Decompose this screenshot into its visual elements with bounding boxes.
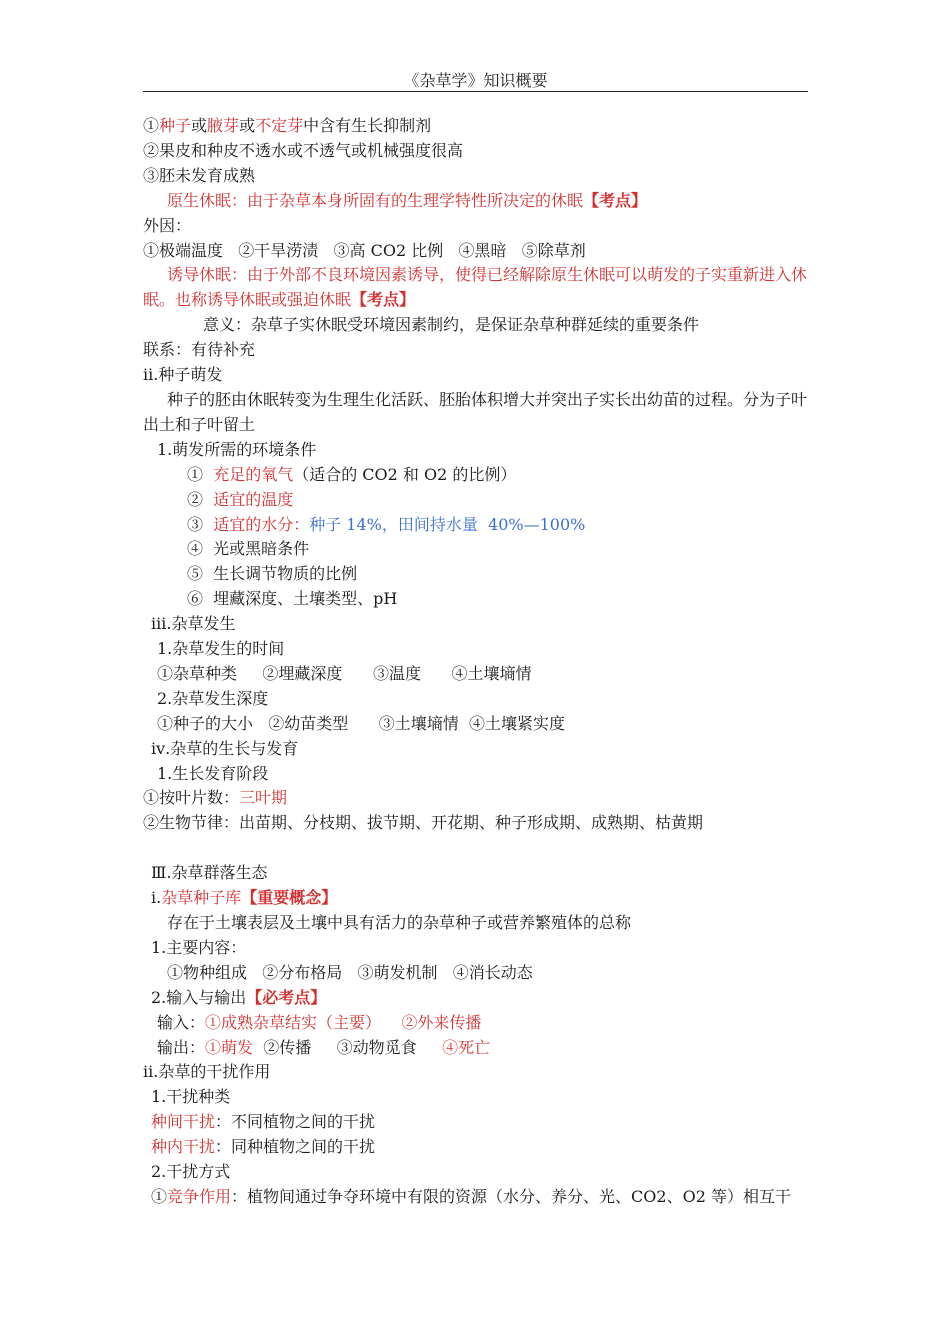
primary-dormancy-definition: 原生休眠：由于杂草本身所固有的生理学特性所决定的休眠【考点】: [167, 190, 648, 210]
document-body: [143, 114, 808, 1210]
germination-conditions-heading: 1.萌发所需的环境条件: [157, 439, 317, 459]
main-contents-heading: 1.主要内容：: [151, 937, 247, 957]
input-output-heading: 2.输入与输出【必考点】: [151, 987, 327, 1007]
emergence-depth-factors: ①种子的大小 ②幼苗类型 ③土壤墒情 ④土壤紧实度: [157, 713, 565, 733]
page-header: 《杂草学》知识概要: [403, 71, 548, 90]
blank-line: [143, 836, 808, 861]
germination-definition: 种子的胚由休眠转变为生理生化活跃、胚胎体积增大并突出子实长出幼苗的过程。分为子叶出土和子叶留土: [143, 389, 808, 434]
emergence-time-factors: ①杂草种类 ②埋藏深度 ③温度 ④土壤墒情: [157, 663, 532, 683]
condition-growth-regulators: ⑤ 生长调节物质的比例: [187, 564, 358, 584]
growth-stage-heading: 1.生长发育阶段: [157, 763, 269, 783]
section-weed-community-ecology: Ⅲ.杂草群落生态: [151, 863, 268, 883]
seed-bank-heading: ⅰ.杂草种子库【重要概念】: [151, 888, 338, 908]
seed-bank-input: 输入：①成熟杂草结实（主要） ②外来传播: [157, 1012, 482, 1032]
emergence-time-heading: 1.杂草发生的时间: [157, 639, 285, 659]
biological-rhythm-stages: ②生物节律：出苗期、分枝期、拔节期、开花期、种子形成期、成熟期、枯黄期: [143, 813, 704, 833]
condition-temperature: ② 适宜的温度: [187, 489, 294, 509]
interference-modes-heading: 2.干扰方式: [151, 1162, 231, 1182]
intraspecific-interference: 种内干扰：同种植物之间的干扰: [151, 1137, 376, 1157]
condition-oxygen: ① 充足的氧气（适合的 CO2 和 O2 的比例）: [187, 464, 517, 484]
condition-depth-soil: ⑥ 埋藏深度、土壤类型、pH: [187, 589, 398, 609]
dormancy-cause-1: ①种子或腋芽或不定芽中含有生长抑制剂: [143, 116, 432, 135]
leaf-count-stage: ①按叶片数：三叶期: [143, 788, 288, 808]
dormancy-cause-2: ②果皮和种皮不透水或不透气或机械强度很高: [143, 140, 464, 160]
section-seed-germination: ⅱ.种子萌发: [143, 365, 223, 385]
dormancy-significance: 意义：杂草子实休眠受环境因素制约，是保证杂草种群延续的重要条件: [203, 315, 700, 335]
seed-bank-output: 输出：①萌发 ②传播 ③动物觅食 ④死亡: [157, 1037, 491, 1057]
condition-water: ③ 适宜的水分：种子 14%，田间持水量 40%—100%: [187, 514, 586, 534]
section-growth-development: ⅳ.杂草的生长与发育: [151, 738, 299, 758]
seed-bank-definition: 存在于土壤表层及土壤中具有活力的杂草种子或营养繁殖体的总称: [167, 912, 632, 932]
external-causes-list: ①极端温度 ②干旱涝渍 ③高 CO2 比例 ④黑暗 ⑤除草剂: [143, 240, 586, 260]
main-contents-list: ①物种组成 ②分布格局 ③萌发机制 ④消长动态: [167, 962, 533, 982]
interference-types-heading: 1.干扰种类: [151, 1087, 231, 1107]
section-interference: ⅱ.杂草的干扰作用: [143, 1062, 271, 1082]
relation-note: 联系：有待补充: [143, 340, 256, 360]
dormancy-cause-3: ③胚未发育成熟: [143, 165, 256, 185]
section-weed-emergence: ⅲ.杂草发生: [151, 614, 236, 634]
emergence-depth-heading: 2.杂草发生深度: [157, 688, 269, 708]
induced-dormancy-definition: 诱导休眠：由于外部不良环境因素诱导，使得已经解除原生休眠可以萌发的子实重新进入休眠。也称诱导休眠或强迫休眠【考点】: [143, 265, 808, 310]
interspecific-interference: 种间干扰：不同植物之间的干扰: [151, 1112, 376, 1132]
external-causes-label: 外因：: [143, 215, 192, 235]
condition-light: ④ 光或黑暗条件: [187, 539, 310, 559]
competition-definition: ①竞争作用：植物间通过争夺环境中有限的资源（水分、养分、光、CO2、O2 等）相互干: [151, 1186, 791, 1206]
header-divider: [143, 91, 808, 92]
